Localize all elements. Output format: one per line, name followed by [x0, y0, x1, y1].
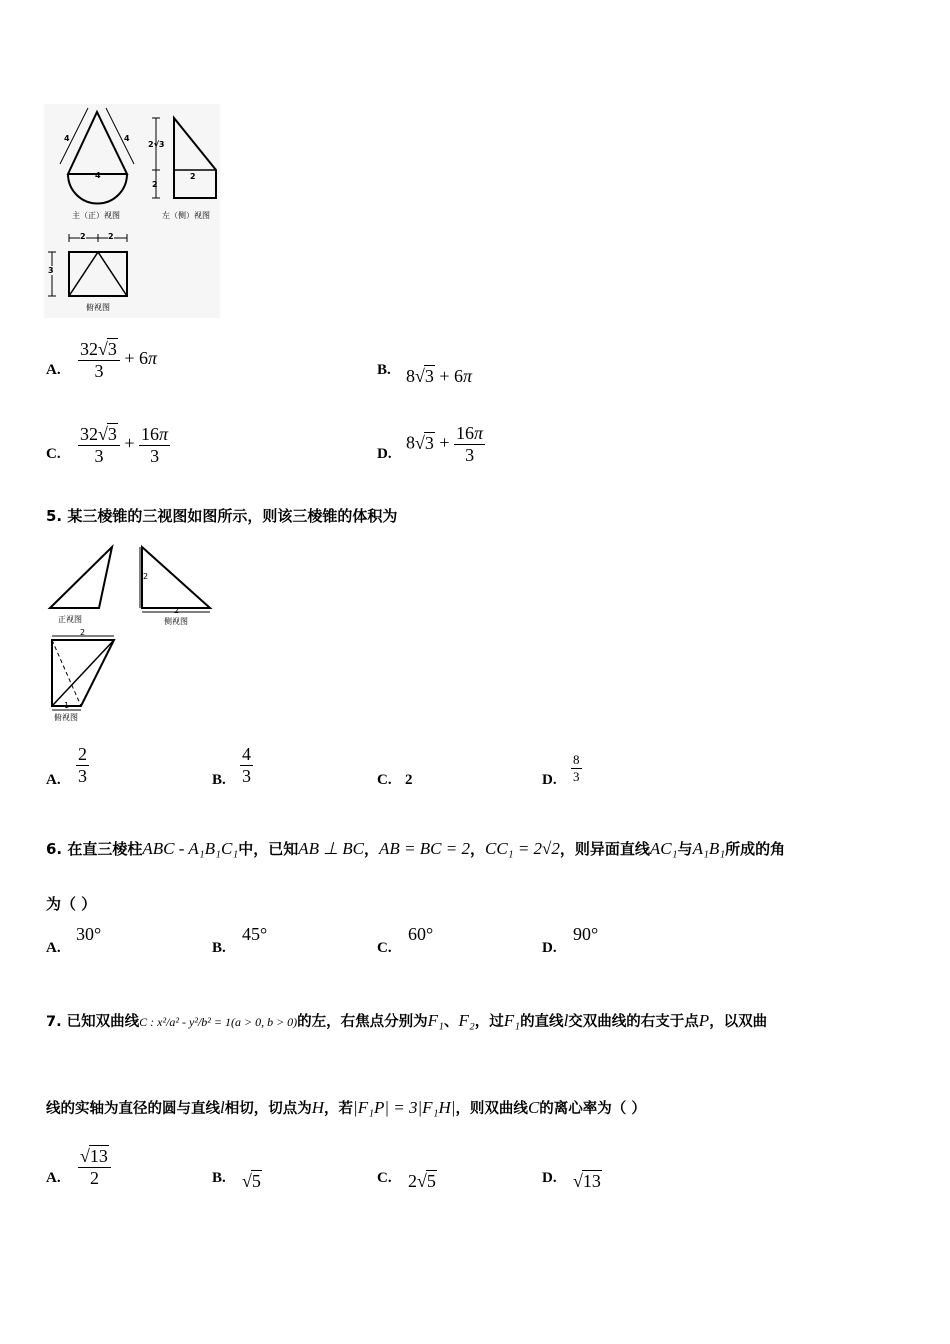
q7-text-9: ，若 [324, 1101, 354, 1117]
dim-height-bottom: 2 [152, 180, 158, 189]
q5-dim-top-b: 1 [64, 701, 70, 710]
dim-top-w2: 2 [108, 232, 114, 241]
q5-dim-side-h: 2 [143, 572, 149, 581]
q6-text-7: 所成的角 [725, 840, 786, 858]
q7-math-l: l [563, 1011, 569, 1030]
q5-option-c-label: C. [377, 772, 392, 788]
q6-option-a-expr: 30° [76, 924, 102, 944]
q7-option-d-expr: √13 [573, 1171, 601, 1191]
q7-option-b-expr: √5 [242, 1171, 261, 1191]
q6-option-b-label: B. [212, 940, 226, 956]
q5-caption-front: 正视图 [58, 615, 82, 624]
q6-text-5: ，则异面直线 [559, 840, 650, 858]
q7-stem-line2 [46, 1097, 646, 1118]
q7-math-condition: |F₁P| = 3|F₁H| [353, 1098, 456, 1117]
q5-option-a-label: A. [46, 772, 61, 788]
q7-math-f1b: F₁ [503, 1011, 521, 1030]
q5-caption-top: 俯视图 [54, 713, 78, 722]
q6-option-b-expr: 45° [242, 924, 268, 944]
q6-math-ac1: AC₁ [649, 839, 678, 858]
q6-option-c-label: C. [377, 940, 392, 956]
q7-stem-line1 [46, 1010, 767, 1031]
q7-number: 7. [46, 1014, 62, 1030]
q7-option-a-label: A. [46, 1170, 61, 1186]
q4-option-a-expr: $\frac{32√3}{3}$ + 6π [80, 339, 158, 381]
q6-math-prism: ABC - A₁B₁C₁ [142, 839, 239, 858]
q4-option-c-expr: $\frac{32√3}{3}$ + $\frac{16\pi}{3}$ [80, 423, 169, 466]
q7-math-hyperbola: C : x²/a² - y²/b² = 1(a > 0, b > 0) [139, 1015, 298, 1029]
q6-stem-line2: 为（ ） [46, 895, 97, 913]
q6-math-perp: AB ⊥ BC [298, 839, 365, 858]
q5-caption-side: 侧视图 [164, 617, 188, 626]
q5-dim-side-w: 2 [174, 606, 180, 615]
q6-math-lengths: AB = BC = 2 [379, 839, 470, 858]
dim-top-h: 3 [48, 266, 54, 275]
q5-stem [46, 505, 397, 526]
q4-option-b-expr: 8√3 + 6π [406, 366, 473, 386]
figure-three-views-5 [44, 542, 220, 724]
q7-math-h: H [311, 1098, 325, 1117]
q6-text-4: ， [469, 840, 485, 858]
q7-math-c: C [527, 1098, 540, 1117]
q7-text-11: 的离心率为（ ） [539, 1101, 646, 1117]
q7-option-c-expr: 2√5 [408, 1171, 436, 1191]
q4-option-c-label: C. [46, 446, 61, 462]
q4-option-d-expr: 8√3 + $\frac{16\pi}{3}$ [406, 423, 484, 465]
q7-option-a-expr: $\frac{√13}{2}$ [78, 1145, 111, 1189]
dim-side-width: 2 [190, 172, 196, 181]
figure-three-views-1 [44, 104, 220, 318]
caption-top-view: 俯视图 [86, 303, 110, 312]
q7-text-sep: 、 [443, 1014, 459, 1030]
q5-option-b-label: B. [212, 772, 226, 788]
q7-math-f2: F₂ [458, 1011, 475, 1030]
q6-stem-line1 [46, 838, 785, 859]
caption-side-view: 左（侧）视图 [162, 211, 210, 220]
q6-option-d-expr: 90° [573, 924, 599, 944]
q7-text-5: 交双曲线的右支于点 [568, 1014, 699, 1030]
q5-option-a-expr: $\frac{2}{3}$ [78, 744, 87, 786]
q7-option-c-label: C. [377, 1170, 392, 1186]
q5-option-b-expr: $\frac{4}{3}$ [242, 744, 251, 786]
q5-stem-text: 某三棱锥的三视图如图所示，则该三棱锥的体积为 [67, 507, 398, 525]
q6-option-c-expr: 60° [408, 924, 434, 944]
dim-height-top: 2√3 [148, 140, 165, 149]
q5-option-c-expr: 2 [405, 772, 413, 788]
q5-option-d-label: D. [542, 772, 557, 788]
q6-option-d-label: D. [542, 940, 557, 956]
q7-text-3: ，过 [474, 1014, 504, 1030]
q7-text-6: ，以双曲 [709, 1014, 768, 1030]
dim-slant-left: 4 [64, 134, 70, 143]
q6-text-6: 与 [677, 840, 693, 858]
q7-math-p: P [698, 1011, 710, 1030]
q7-text-8: 相切，切点为 [224, 1101, 312, 1117]
q7-math-f1: F₁ [427, 1011, 444, 1030]
q7-math-l2: l [220, 1098, 225, 1117]
q5-option-d-expr: $\frac{8}{3}$ [573, 752, 580, 784]
q4-option-d-label: D. [377, 446, 392, 462]
dim-slant-right: 4 [124, 134, 130, 143]
q7-option-d-label: D. [542, 1170, 557, 1186]
q6-text-1: 在直三棱柱 [67, 840, 143, 858]
q7-text-7: 线的实轴为直径的圆与直线 [46, 1101, 220, 1117]
q7-text-4: 的直线 [520, 1014, 564, 1030]
q6-math-cc1: CC₁ = 2√2 [485, 839, 560, 858]
q6-math-a1b1: A₁B₁ [692, 839, 726, 858]
q4-option-a-label: A. [46, 362, 61, 378]
q6-text-2: 中，已知 [238, 840, 299, 858]
q5-number: 5. [46, 507, 63, 525]
q7-option-b-label: B. [212, 1170, 226, 1186]
q6-number: 6. [46, 840, 63, 858]
q6-text-3: ， [364, 840, 380, 858]
q7-text-10: ，则双曲线 [455, 1101, 528, 1117]
caption-front-view: 主（正）视图 [72, 211, 120, 220]
q6-option-a-label: A. [46, 940, 61, 956]
q7-text-2: 的左，右焦点分别为 [297, 1014, 428, 1030]
dim-diameter: 4 [95, 171, 101, 180]
q5-dim-top-w: 2 [80, 628, 86, 637]
q7-text-1: 已知双曲线 [66, 1014, 140, 1030]
three-views-5-drawing [44, 542, 220, 724]
dim-top-w1: 2 [80, 232, 86, 241]
q4-option-b-label: B. [377, 362, 391, 378]
